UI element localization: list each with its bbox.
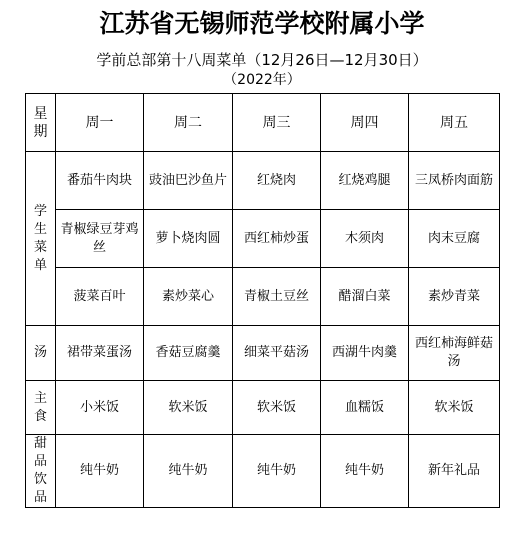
day-header: 周三: [233, 94, 321, 152]
day-header: 周四: [321, 94, 409, 152]
menu-cell: 红烧鸡腿: [321, 152, 409, 210]
table-row: [26, 435, 500, 508]
menu-cell: 香菇豆腐羹: [144, 326, 233, 381]
menu-cell: 纯牛奶: [233, 435, 321, 508]
category-soup: 汤: [26, 326, 56, 381]
table-row: [26, 268, 500, 326]
table-row: [26, 326, 500, 381]
menu-cell: 素炒菜心: [144, 268, 233, 326]
menu-cell: 小米饭: [56, 381, 144, 435]
menu-cell: 素炒青菜: [409, 268, 500, 326]
table-row: [26, 152, 500, 210]
page-title: 江苏省无锡师范学校附属小学: [99, 9, 425, 38]
menu-cell: 软米饭: [409, 381, 500, 435]
menu-cell: 裙带菜蛋汤: [56, 326, 144, 381]
menu-cell: 软米饭: [144, 381, 233, 435]
menu-cell: 西红柿炒蛋: [233, 210, 321, 268]
menu-cell: 纯牛奶: [144, 435, 233, 508]
menu-cell: 西红柿海鲜菇汤: [409, 326, 500, 381]
day-header: 周二: [144, 94, 233, 152]
menu-cell: 菠菜百叶: [56, 268, 144, 326]
day-header: 周一: [56, 94, 144, 152]
corner-label: 星期: [26, 94, 56, 152]
category-staple: 主食: [26, 381, 56, 435]
day-header: 周五: [409, 94, 500, 152]
menu-cell: 三凤桥肉面筋: [409, 152, 500, 210]
menu-cell: 青椒绿豆芽鸡丝: [56, 210, 144, 268]
menu-cell: 西湖牛肉羹: [321, 326, 409, 381]
table-header-row: [26, 94, 500, 152]
menu-table: [25, 93, 500, 508]
menu-cell: 醋溜白菜: [321, 268, 409, 326]
menu-cell: 肉末豆腐: [409, 210, 500, 268]
table-row: [26, 210, 500, 268]
menu-cell: 萝卜烧肉圆: [144, 210, 233, 268]
menu-cell: 纯牛奶: [321, 435, 409, 508]
menu-cell: 血糯饭: [321, 381, 409, 435]
menu-cell: 木须肉: [321, 210, 409, 268]
menu-cell: 纯牛奶: [56, 435, 144, 508]
menu-cell: 红烧肉: [233, 152, 321, 210]
table-row: [26, 381, 500, 435]
year-label: （2022年）: [223, 72, 301, 88]
menu-cell: 细菜平菇汤: [233, 326, 321, 381]
menu-cell: 青椒土豆丝: [233, 268, 321, 326]
menu-cell: 软米饭: [233, 381, 321, 435]
menu-cell: 番茄牛肉块: [56, 152, 144, 210]
menu-cell: 新年礼品: [409, 435, 500, 508]
category-dishes: 学生菜单: [26, 152, 56, 326]
category-dairy: 甜品饮品: [26, 435, 56, 508]
menu-cell: 豉油巴沙鱼片: [144, 152, 233, 210]
page-subtitle: 学前总部第十八周菜单（12月26日—12月30日）: [96, 51, 428, 69]
